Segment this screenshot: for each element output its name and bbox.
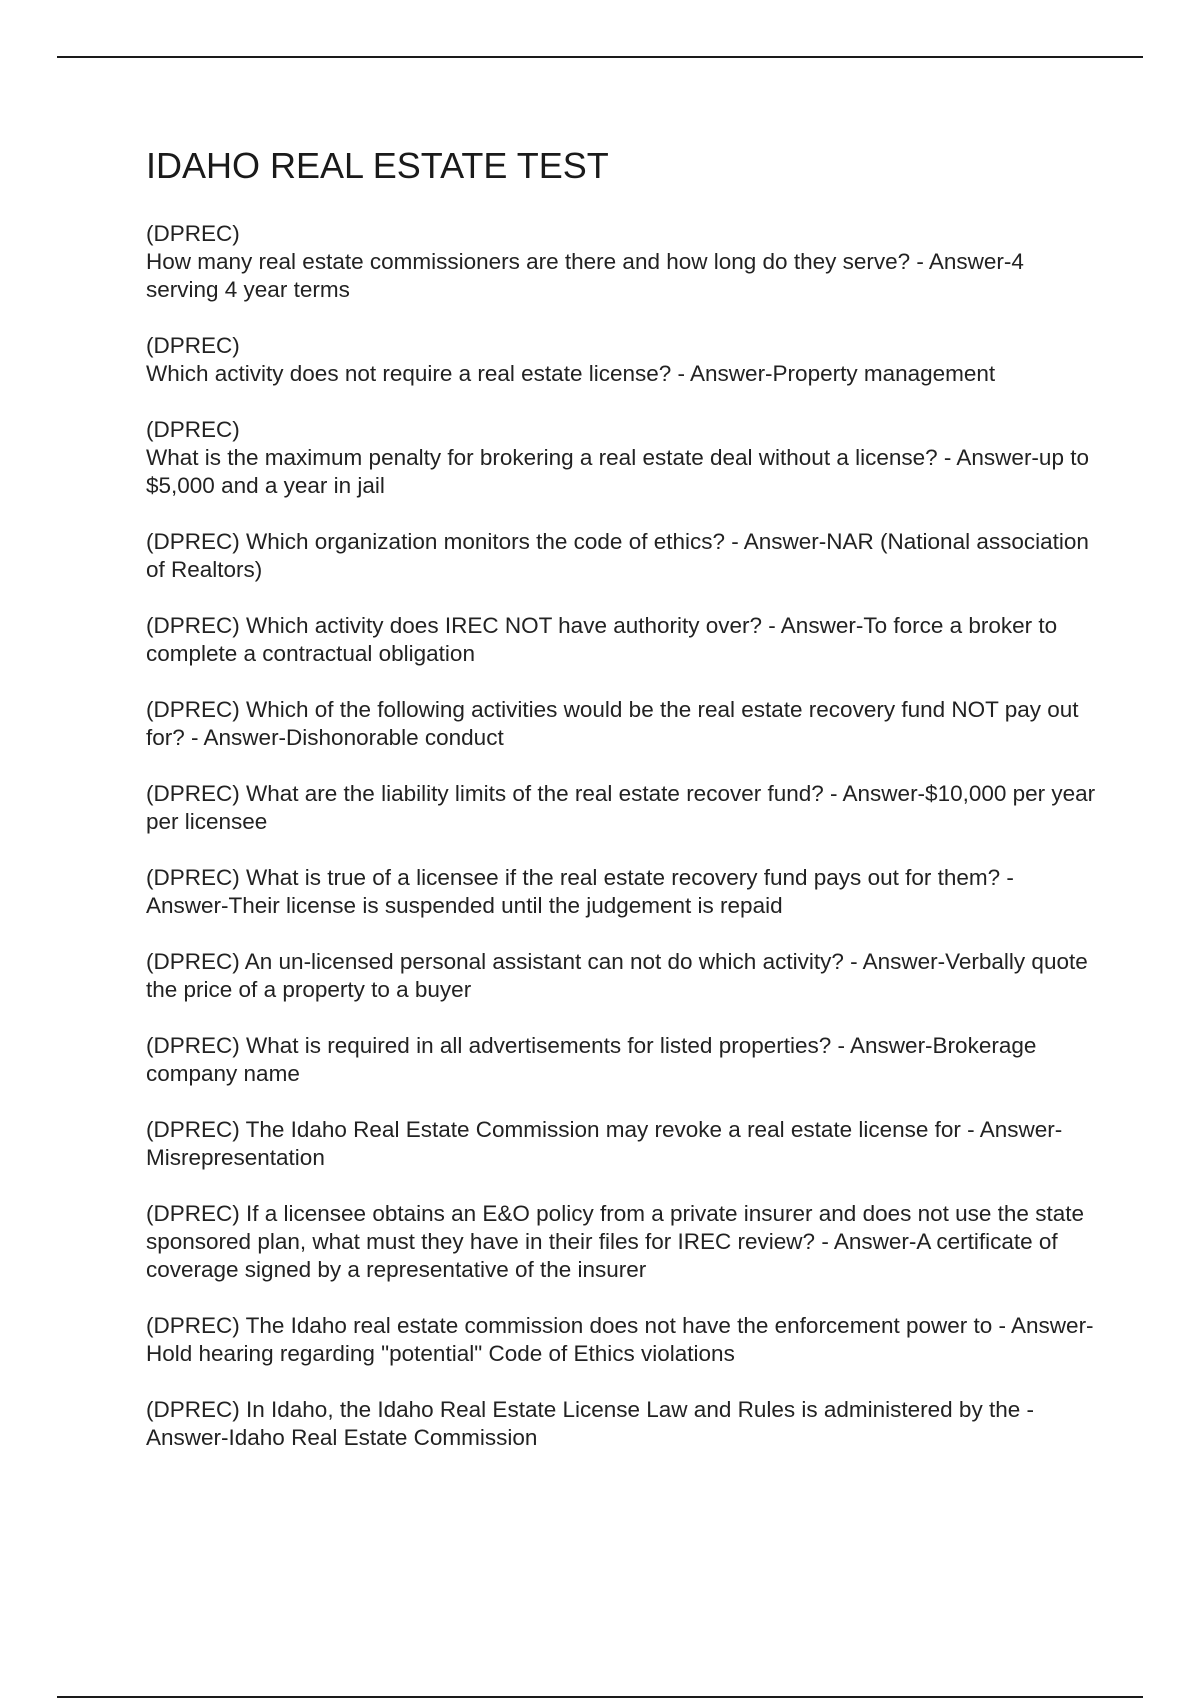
qa-prefix: (DPREC) [146,1397,246,1422]
qa-prefix: (DPREC) [146,1117,246,1142]
qa-item [146,1312,1096,1368]
bottom-divider [57,1696,1143,1698]
top-divider [57,56,1143,58]
qa-question: An un-licensed personal assistant can not do which activity? - [244,949,863,974]
qa-answer: Answer-Property management [690,361,996,386]
qa-prefix: (DPREC) [146,333,240,358]
qa-answer: Answer-NAR (National association of Realtors) [146,529,1089,582]
qa-item [146,220,1096,304]
qa-item [146,416,1096,500]
qa-item [146,780,1096,836]
qa-question: The Idaho real estate commission does not have the enforcement power to - [245,1313,1012,1338]
qa-question: Which activity does IREC NOT have authority over? - [246,613,781,638]
qa-question: What is the maximum penalty for brokering a real estate deal without a license? - [146,445,957,470]
qa-question: Which organization monitors the code of ethics? - [246,529,744,554]
document-body [146,140,1096,1480]
qa-prefix: (DPREC) [146,529,246,554]
qa-question: What are the liability limits of the real estate recover fund? - [246,781,843,806]
qa-answer: Answer-Dishonorable conduct [203,725,504,750]
qa-answer: Answer-up to $5,000 and a year in jail [146,445,1089,498]
qa-item [146,864,1096,920]
qa-prefix: (DPREC) [146,781,246,806]
qa-question: What is true of a licensee if the real estate recovery fund pays out for them? - [246,865,1014,890]
qa-answer: Answer-Hold hearing regarding "potential" Code of Ethics violations [146,1313,1094,1366]
qa-item [146,1200,1096,1284]
qa-question: Which activity does not require a real estate license? - [146,361,691,386]
qa-answer: Answer-$10,000 per year per licensee [146,781,1096,834]
qa-question: What is required in all advertisements for listed properties? - [246,1033,851,1058]
qa-item [146,696,1096,752]
qa-prefix: (DPREC) [146,1313,246,1338]
qa-item [146,948,1096,1004]
qa-prefix: (DPREC) [146,697,246,722]
qa-prefix: (DPREC) [146,417,240,442]
qa-question: In Idaho, the Idaho Real Estate License Law and Rules is administered by the - [246,1397,1034,1422]
qa-question: How many real estate commissioners are there and how long do they serve? - [146,249,929,274]
qa-item [146,1032,1096,1088]
qa-answer: Answer-Idaho Real Estate Commission [146,1425,538,1450]
qa-answer: Answer-Brokerage company name [146,1033,1037,1086]
qa-prefix: (DPREC) [146,613,246,638]
qa-question: If a licensee obtains an E&O policy from a private insurer and does not use the state sponsored plan, what must they have in their files for IREC review? - [146,1201,1084,1254]
qa-item [146,332,1096,388]
qa-prefix: (DPREC) [146,1201,246,1226]
qa-prefix: (DPREC) [146,221,240,246]
qa-answer: Answer-To force a broker to complete a contractual obligation [146,613,1058,666]
qa-prefix: (DPREC) [146,865,246,890]
qa-answer: Answer-Misrepresentation [146,1117,1063,1170]
document-title: IDAHO REAL ESTATE TEST [146,145,609,186]
qa-prefix: (DPREC) [146,949,245,974]
qa-answer: Answer-Verbally quote the price of a property to a buyer [146,949,1088,1002]
qa-question: The Idaho Real Estate Commission may revoke a real estate license for - [245,1117,980,1142]
qa-question: Which of the following activities would be the real estate recovery fund NOT pay out for? - [146,697,1079,750]
qa-item [146,1396,1096,1452]
qa-item [146,612,1096,668]
qa-item [146,1116,1096,1172]
qa-answer: Answer-A certificate of coverage signed by a representative of the insurer [146,1229,1058,1282]
qa-item [146,528,1096,584]
qa-prefix: (DPREC) [146,1033,246,1058]
qa-answer: Answer-Their license is suspended until the judgement is repaid [146,893,783,918]
qa-answer: Answer-4 serving 4 year terms [146,249,1024,302]
